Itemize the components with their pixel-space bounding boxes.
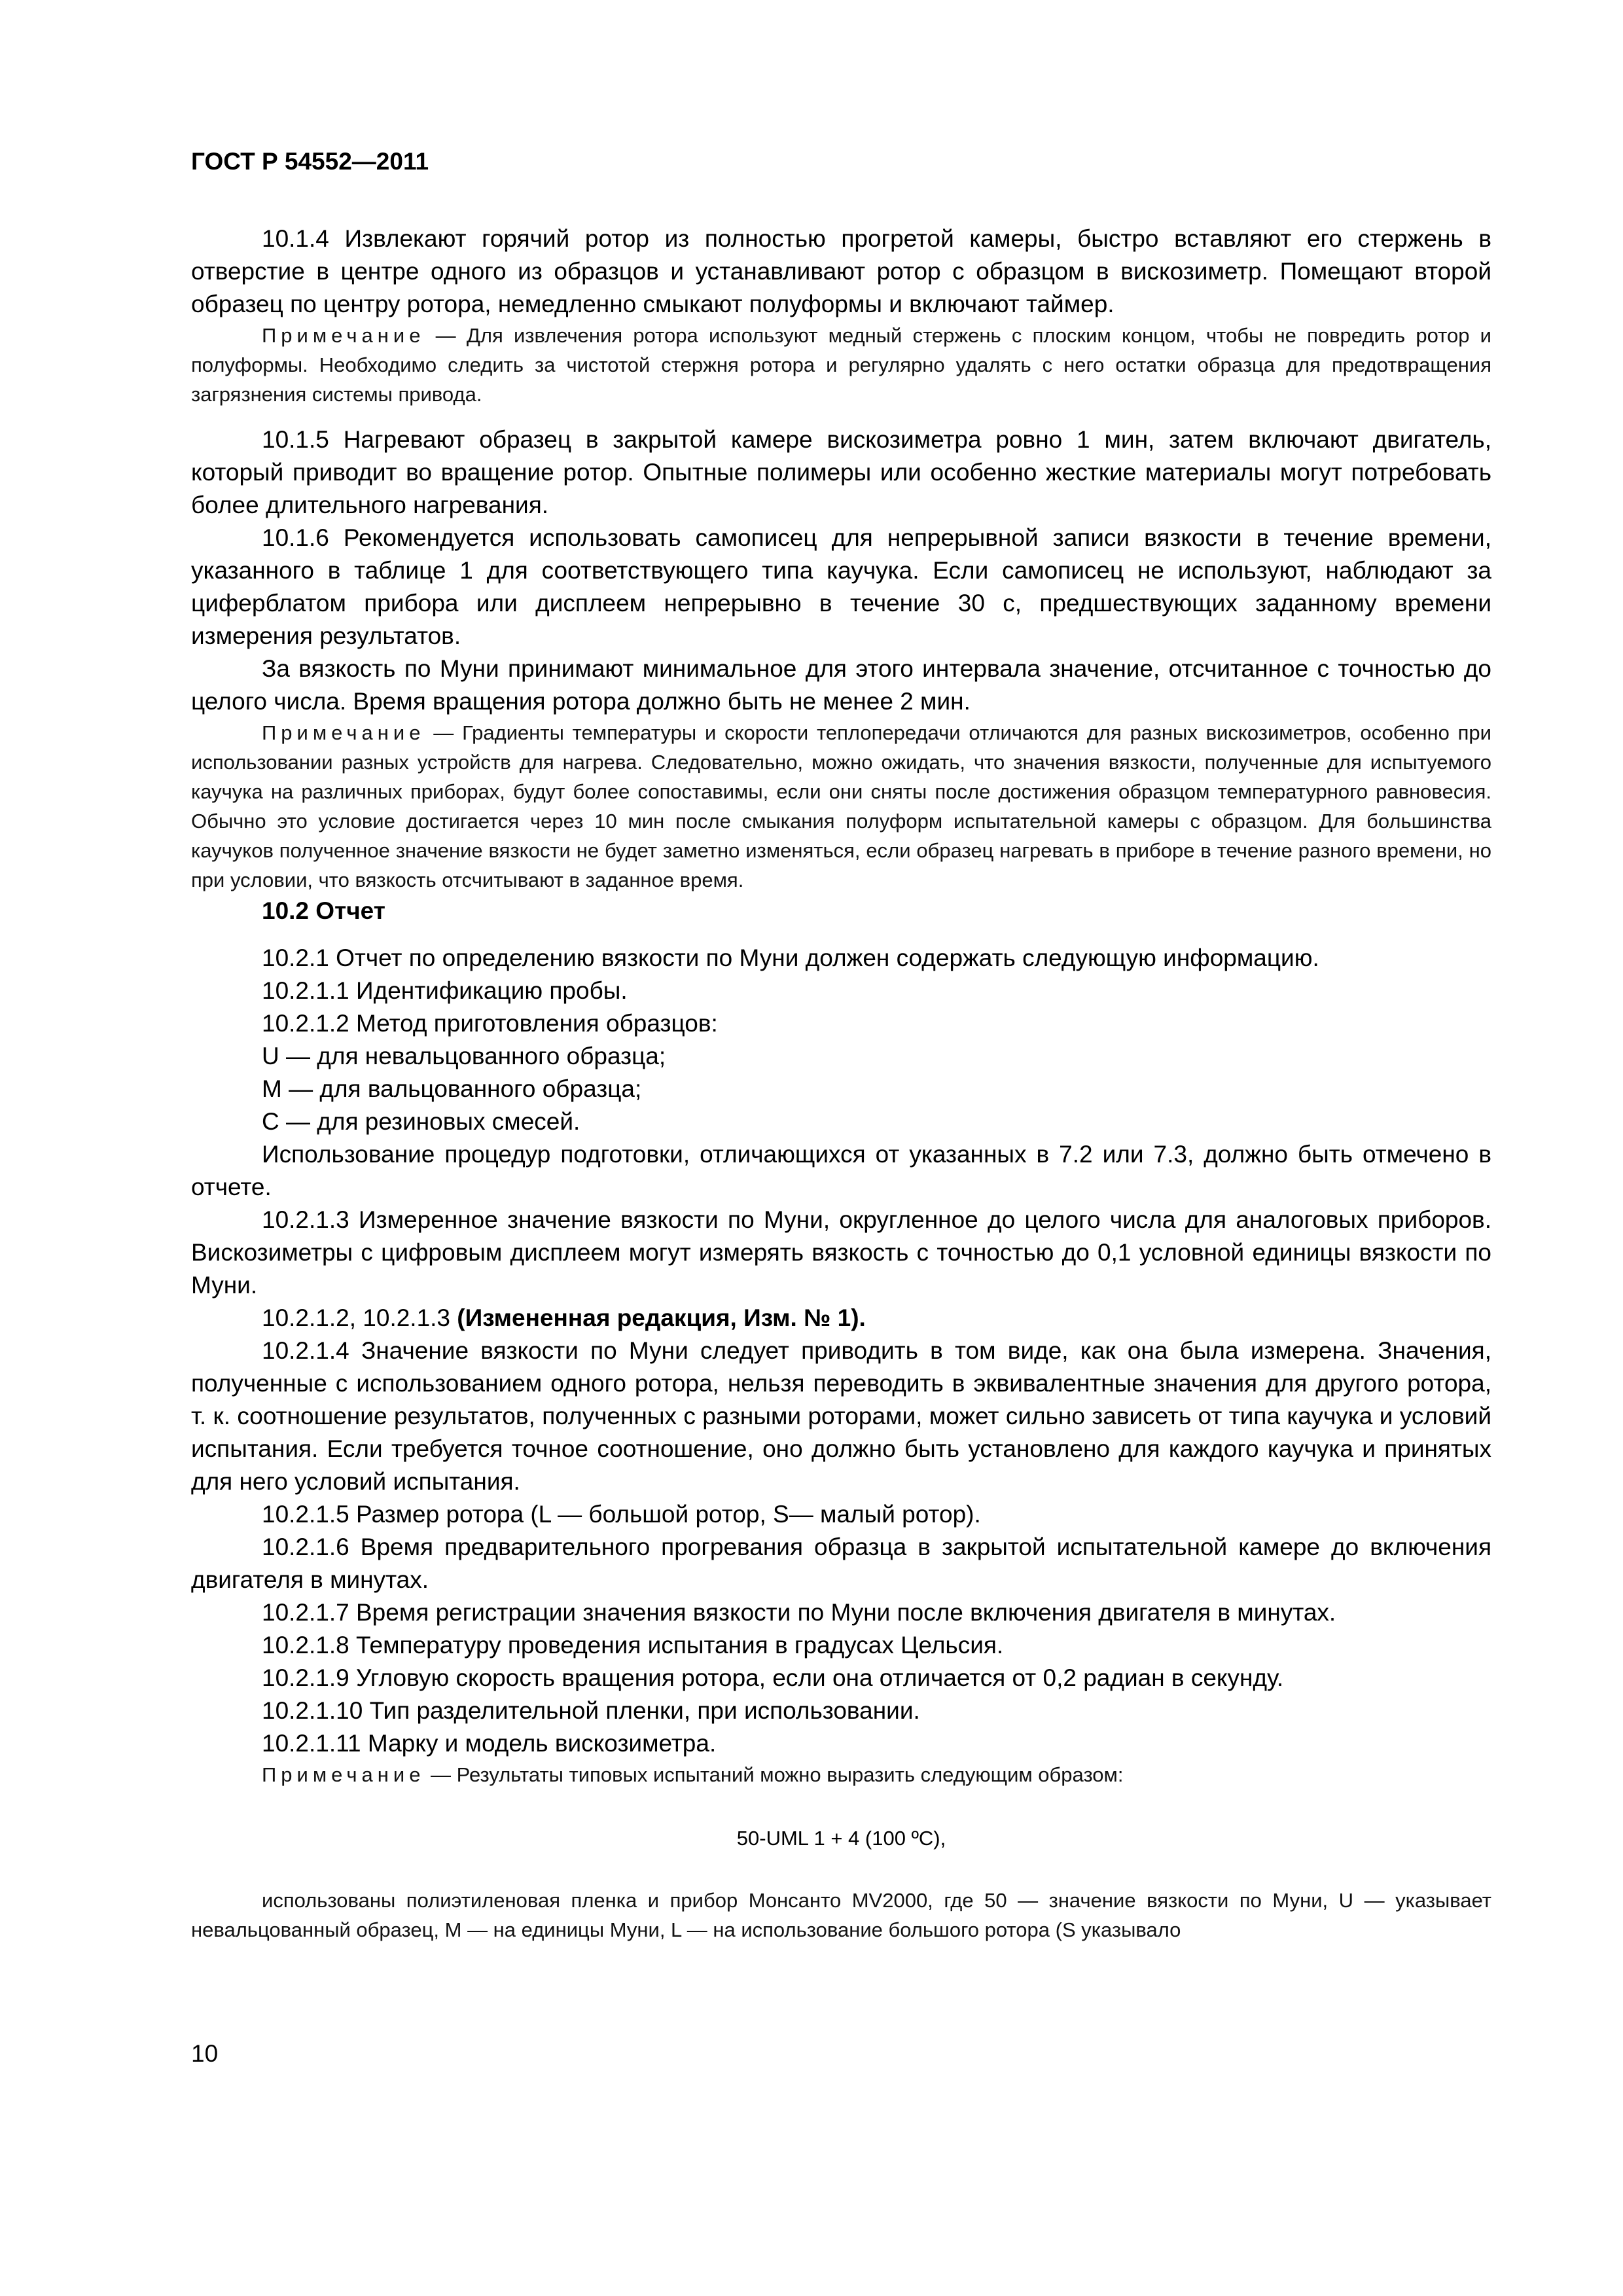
method-item-c: C — для резиновых смесей. bbox=[262, 1108, 580, 1135]
section-title-10-2: 10.2 Отчет bbox=[262, 897, 385, 924]
paragraph-10-2-1: 10.2.1 Отчет по определению вязкости по Муни должен содержать следующую информацию. bbox=[262, 944, 1319, 971]
note-formula-explanation: использованы полиэтиленовая пленка и прибор Монсанто MV2000, где 50 — значение вязкости по Муни, U — указывает невальцованный образец, M — на единицы Муни, L — на использование большого ротора (S указывало bbox=[191, 1889, 1491, 1941]
amendment-ref: 10.2.1.2, 10.2.1.3 bbox=[262, 1304, 457, 1331]
method-item-m: M — для вальцованного образца; bbox=[262, 1075, 642, 1102]
note-text: — Градиенты температуры и скорости теплопередачи отличаются для разных вискозиметров, особенно при использовании разных устройств для нагрева. Следовательно, можно ожидать, что значения вязкости, полученные для испытуемого каучука на различных приборах, будут более сопоставимы, если они сняты после достижения образцом температурного равновесия. Обычно это условие достигается через 10 мин после смыкания полуформ испытательной камеры с образцом. Для большинства каучуков полученное значение вязкости не будет заметно изменяться, если образец нагревать в приборе в течение разного времени, но при условии, что вязкость отсчитывают в заданное время. bbox=[191, 721, 1491, 891]
paragraph-10-2-1-11: 10.2.1.11 Марку и модель вискозиметра. bbox=[262, 1730, 717, 1757]
note-label: Примечание bbox=[262, 721, 425, 744]
paragraph-10-2-1-7: 10.2.1.7 Время регистрации значения вязкости по Муни после включения двигателя в минутах. bbox=[262, 1599, 1336, 1626]
paragraph-10-2-1-5: 10.2.1.5 Размер ротора (L — большой ротор, S— малый ротор). bbox=[262, 1501, 981, 1528]
amendment-text: (Измененная редакция, Изм. № 1). bbox=[457, 1304, 866, 1331]
formula-mooney-result: 50-UML 1 + 4 (100 ºС), bbox=[736, 1827, 946, 1850]
page-number: 10 bbox=[191, 2040, 219, 2067]
note-text: — Для извлечения ротора используют медный стержень с плоским концом, чтобы не повредить ротор и полуформы. Необходимо следить за чистотой стержня ротора и регулярно удалять с него остатки образца для предотвращения загрязнения системы привода. bbox=[191, 324, 1491, 406]
paragraph-procedure-deviation: Использование процедур подготовки, отличающихся от указанных в 7.2 или 7.3, должно быть отмечено в отчете. bbox=[191, 1141, 1491, 1200]
paragraph-mooney-definition: За вязкость по Муни принимают минимальное для этого интервала значение, отсчитанное с точностью до целого числа. Время вращения ротора должно быть не менее 2 мин. bbox=[191, 655, 1491, 715]
paragraph-10-1-4: 10.1.4 Извлекают горячий ротор из полностью прогретой камеры, быстро вставляют его стержень в отверстие в центре одного из образцов и устанавливают ротор с образцом в вискозиметр. Помещают второй образец по центру ротора, немедленно смыкают полуформы и включают таймер. bbox=[191, 225, 1491, 317]
document-code-header: ГОСТ Р 54552—2011 bbox=[191, 148, 429, 175]
amendment-note bbox=[191, 1302, 1491, 1335]
paragraph-10-2-1-4: 10.2.1.4 Значение вязкости по Муни следует приводить в том виде, как она была измерена. Значения, полученные с использованием одного ротора, нельзя переводить в эквивалентные значения для другого ротора, т. к. соотношение результатов, полученных с разными роторами, может сильно зависеть от типа каучука и условий испытания. Если требуется точное соотношение, оно должно быть установлено для каждого каучука и принятых для него условий испытания. bbox=[191, 1337, 1491, 1495]
body-text bbox=[191, 223, 1491, 1945]
note-text: — Результаты типовых испытаний можно выразить следующим образом: bbox=[425, 1763, 1124, 1786]
note-typical-results bbox=[191, 1760, 1491, 1789]
note-label: Примечание bbox=[262, 324, 425, 347]
note-rotor-extraction bbox=[191, 321, 1491, 409]
method-item-u: U — для невальцованного образца; bbox=[262, 1043, 666, 1069]
paragraph-10-2-1-2: 10.2.1.2 Метод приготовления образцов: bbox=[262, 1010, 718, 1037]
paragraph-10-2-1-1: 10.2.1.1 Идентификацию пробы. bbox=[262, 977, 628, 1004]
paragraph-10-2-1-9: 10.2.1.9 Угловую скорость вращения ротора, если она отличается от 0,2 радиан в секунду. bbox=[262, 1664, 1284, 1691]
paragraph-10-2-1-6: 10.2.1.6 Время предварительного прогревания образца в закрытой испытательной камере до включения двигателя в минутах. bbox=[191, 1534, 1491, 1593]
paragraph-10-1-6: 10.1.6 Рекомендуется использовать самописец для непрерывной записи вязкости в течение времени, указанного в таблице 1 для соответствующего типа каучука. Если самописец не используют, наблюдают за циферблатом прибора или дисплеем непрерывно в течение 30 с, предшествующих заданному времени измерения результатов. bbox=[191, 524, 1491, 649]
paragraph-10-2-1-10: 10.2.1.10 Тип разделительной пленки, при использовании. bbox=[262, 1697, 920, 1724]
paragraph-10-1-5: 10.1.5 Нагревают образец в закрытой камере вискозиметра ровно 1 мин, затем включают двигатель, который приводит во вращение ротор. Опытные полимеры или особенно жесткие материалы могут потребовать более длительного нагревания. bbox=[191, 426, 1491, 518]
paragraph-10-2-1-3: 10.2.1.3 Измеренное значение вязкости по Муни, округленное до целого числа для аналоговых приборов. Вискозиметры с цифровым дисплеем могут измерять вязкость с точностью до 0,1 условной единицы вязкости по Муни. bbox=[191, 1206, 1491, 1299]
note-label: Примечание bbox=[262, 1763, 425, 1786]
note-temperature-gradients bbox=[191, 718, 1491, 895]
paragraph-10-2-1-8: 10.2.1.8 Температуру проведения испытания в градусах Цельсия. bbox=[262, 1632, 1004, 1659]
